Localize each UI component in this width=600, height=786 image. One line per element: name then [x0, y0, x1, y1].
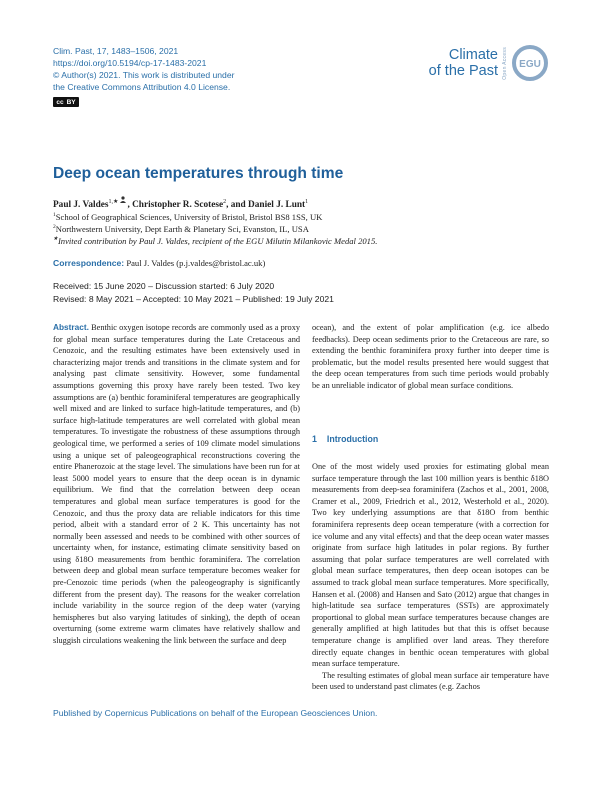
- open-access-label: Open Access: [502, 46, 508, 80]
- section-number: 1: [312, 434, 317, 444]
- introduction-paragraph: The resulting estimates of global mean surface air temperature have been used to understand past climates (e.g. Zachos: [312, 670, 549, 692]
- abstract-text: Benthic oxygen isotope records are commonly used as a proxy for global mean surface temperatures during the Late Cretaceous and Cenozoic, and the resulting estimates have been extensively used in characterizing major trends and transitions in the climate system and for analysing past climate sensitivity. However, some fundamental assumptions governing this proxy have rarely been tested. Two key assumptions are (a) benthic foraminiferal temperatures are geographically well mixed and are linked to surface high-latitude temperatures, and (b) surface high-latitude temperatures are well correlated with global mean temperatures. To investigate the robustness of these assumptions through geological time, we performed a series of 109 climate model simulations using a unique set of paleogeographical reconstructions covering the entire Phanerozoic at the stage level. The simulations have been run for at least 5000 model years to ensure that the deep ocean is in dynamic equilibrium. We find that the correlation between deep ocean temperatures and global mean surface temperatures is good for the Cenozoic, and thus the proxy data are reliable indicators for this time period, albeit with a standard error of 2 K. This uncertainty has not normally been assessed and needs to be combined with other sources of uncertainty when, for instance, estimating climate sensitivity based on using δ18O measurements from benthic foraminifera. The correlation between deep and global mean surface temperature becomes weaker for pre-Cenozoic time periods (when the paleogeography is significantly different from the present day). The reasons for the weaker correlation include variability in the source region of the deep water (varying hemispheres but also varying latitudes of sinking), the depth of ocean overturning (some extreme warm climates have relatively shallow and sluggish circulations weakening the link between the surface and deep: [53, 323, 301, 646]
- affiliation-invited: [53, 236, 377, 246]
- abstract-column-left: [53, 322, 300, 647]
- author-list: [53, 196, 308, 210]
- publisher-footer: Published by Copernicus Publications on behalf of the European Geosciences Union.: [53, 708, 378, 718]
- citation-line: Clim. Past, 17, 1483–1506, 2021: [53, 46, 179, 56]
- section-title: Introduction: [326, 434, 379, 444]
- journal-name-line1: Climate: [448, 47, 498, 63]
- journal-name-line2: of the Past: [428, 63, 498, 79]
- introduction-body: [312, 461, 549, 693]
- abstract-label: Abstract.: [53, 322, 89, 332]
- introduction-paragraph: One of the most widely used proxies for estimating global mean surface temperature through the last 100 million years is benthic δ18O measurements from deep-sea foraminifera (Zachos et al., 2001, 2008, Cramer et al., 2009, Friedrich et al., 2012, Westerhold et al., 2020). Two key underlying assumptions are that δ18O from benthic foraminifera represents deep ocean temperature (with a correction for ice volume and any vital effects) and that the deep ocean water masses originate from surface high latitudes in polar regions. By further assuming that polar surface temperatures are well correlated with global mean surface temperatures, then deep ocean isotopes can be assumed to track global mean surface temperatures. More specifically, Hansen et al. (2008) and Hansen and Sato (2012) argue that changes in high-latitude sea surface temperatures (SSTs) are approximately proportional to global mean surface temperatures because changes are generally amplified at high latitudes but that this is offset because temperature change is amplified over land areas. They therefore directly equate changes in benthic ocean temperatures with global mean surface temperature.: [312, 462, 549, 669]
- author-name[interactable]: Christopher R. Scotese: [132, 200, 224, 211]
- citation-block: [53, 45, 234, 93]
- abstract-continuation: ocean), and the extent of polar amplification (e.g. ice albedo feedbacks). Deep ocean sediments prior to the Cretaceous are rare, so extending the benthic foraminifera proxy further into deeper time is problematic, but the model results presented here would suggest that the deep ocean temperatures from such time periods would probably be an unreliable indicator of global mean surface conditions.: [312, 323, 549, 390]
- affiliation-sup: 2: [53, 224, 56, 231]
- author-sup: 2: [223, 199, 227, 205]
- affiliation-sup: ★: [53, 236, 58, 243]
- correspondence-label: Correspondence:: [53, 258, 125, 268]
- egu-logo-icon: [512, 45, 548, 81]
- journal-logo: [429, 45, 548, 81]
- citation-line: © Author(s) 2021. This work is distributed under: [53, 70, 235, 80]
- affiliation-text: Invited contribution by Paul J. Valdes, recipient of the EGU Milutin Milankovic Medal 2015.: [57, 236, 378, 246]
- abstract-column-right: [312, 322, 549, 392]
- author-sup: 1,★: [108, 199, 119, 205]
- dates-published: Revised: 8 May 2021 – Accepted: 10 May 2021 – Published: 19 July 2021: [53, 294, 334, 304]
- correspondence-email[interactable]: Paul J. Valdes (p.j.valdes@bristol.ac.uk): [126, 258, 266, 268]
- dates-received: Received: 15 June 2020 – Discussion started: 6 July 2020: [53, 281, 275, 291]
- cc-by-license-badge[interactable]: [53, 97, 79, 107]
- introduction-heading: [312, 434, 378, 444]
- correspondence: [53, 258, 265, 268]
- cc-icon: cc: [56, 98, 64, 106]
- affiliation-1: [53, 212, 322, 222]
- doi-link[interactable]: https://doi.org/10.5194/cp-17-1483-2021: [53, 58, 207, 68]
- affiliation-2: [53, 224, 309, 234]
- author-separator: , and: [226, 200, 249, 211]
- author-name[interactable]: Daniel J. Lunt: [248, 200, 306, 211]
- affiliation-text: Northwestern University, Dept Earth & Planetary Sci, Evanston, IL, USA: [55, 224, 309, 234]
- license-link[interactable]: the Creative Commons Attribution 4.0 License.: [53, 82, 231, 92]
- affiliation-text: School of Geographical Sciences, University of Bristol, Bristol BS8 1SS, UK: [55, 212, 323, 222]
- affiliation-sup: 1: [53, 212, 56, 219]
- article-title: Deep ocean temperatures through time: [53, 165, 344, 182]
- author-name[interactable]: Paul J. Valdes: [53, 200, 109, 211]
- egu-logo-text: EGU: [519, 59, 541, 70]
- journal-name: [429, 47, 498, 79]
- author-separator: ,: [127, 200, 133, 211]
- article-dates: [53, 280, 334, 306]
- by-icon: BY: [66, 98, 76, 106]
- author-sup: 1: [305, 199, 309, 205]
